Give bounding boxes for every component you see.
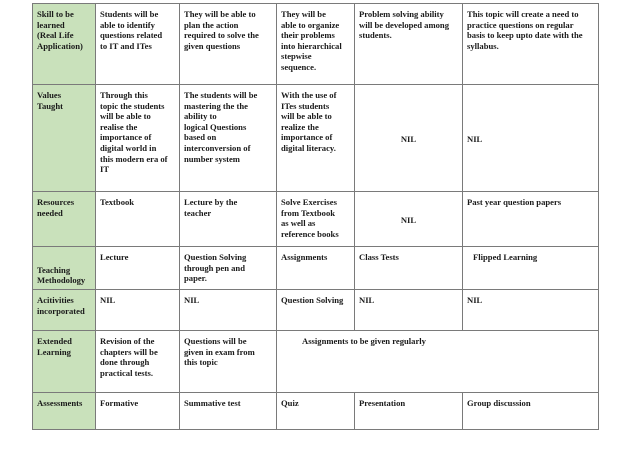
table-cell [463, 4, 599, 85]
cell-text: Problem solving ability will be developed among students. [359, 9, 449, 41]
table-cell [355, 393, 463, 430]
row-label-text: Skill to be learned (Real Life Application) [37, 9, 83, 51]
cell-text: Quiz [281, 398, 299, 408]
row-label-text: Extended Learning [37, 336, 72, 357]
cell-text: NIL [467, 133, 483, 144]
cell-text: Presentation [359, 398, 406, 408]
cell-text: They will be able to organize their problems into hierarchical stepwise sequence. [281, 9, 342, 72]
table-cell [277, 247, 355, 290]
cell-text: Formative [100, 398, 139, 408]
table-cell [180, 290, 277, 331]
table-cell [180, 247, 277, 290]
table-cell [180, 4, 277, 85]
table-cell [96, 290, 180, 331]
cell-text: Question Solving [281, 295, 344, 305]
cell-text: Group discussion [467, 398, 531, 408]
table-row [33, 85, 599, 192]
row-label-extended [33, 331, 96, 393]
cell-text: NIL [184, 295, 200, 305]
cell-text: They will be able to plan the action required to solve the given questions [184, 9, 259, 51]
table-cell [96, 247, 180, 290]
cell-text: NIL [400, 133, 417, 144]
table-row [33, 192, 599, 247]
table-row [33, 4, 599, 85]
row-label-text: Resources needed [37, 197, 75, 218]
table-cell [277, 4, 355, 85]
lesson-plan-table [32, 3, 599, 430]
row-label-values [33, 85, 96, 192]
table-cell [355, 290, 463, 331]
row-label-assessments [33, 393, 96, 430]
cell-text: Through this topic the students will be able to realise the importance of digital world in this modern era of IT [100, 90, 168, 175]
cell-text: Flipped Learning [473, 252, 538, 262]
cell-text: NIL [100, 295, 116, 305]
cell-text: Solve Exercises from Textbook as well as reference books [281, 197, 339, 239]
cell-text: NIL [467, 295, 483, 305]
cell-text: NIL [359, 295, 375, 305]
table-row [33, 331, 599, 393]
table-row [33, 290, 599, 331]
cell-text: Lecture [100, 252, 129, 262]
table-cell-merged [277, 331, 599, 393]
table-cell [463, 85, 599, 192]
cell-text: Question Solving through pen and paper. [184, 252, 247, 284]
table-cell [277, 290, 355, 331]
table-cell [463, 247, 599, 290]
cell-text: Lecture by the teacher [184, 197, 238, 218]
table-cell [180, 192, 277, 247]
row-label-skill [33, 4, 96, 85]
table-cell [355, 247, 463, 290]
cell-text: This topic will create a need to practice questions on regular basis to keep upto date with the syllabus. [467, 9, 583, 51]
table-cell [463, 393, 599, 430]
table-row [33, 247, 599, 290]
table-cell [355, 85, 463, 192]
cell-text: Revision of the chapters will be done through practical tests. [100, 336, 158, 378]
row-label-text: Teaching Methodology [37, 264, 86, 286]
table-cell [96, 331, 180, 393]
table-cell [96, 393, 180, 430]
cell-text: Class Tests [359, 252, 399, 262]
table-cell [277, 192, 355, 247]
cell-text: Assignments [281, 252, 328, 262]
table-cell [180, 85, 277, 192]
row-label-text: Assessments [37, 398, 83, 408]
table-row [33, 393, 599, 430]
cell-text: The students will be mastering the the ability to logical Questions based on interconversion of number system [184, 90, 258, 164]
cell-text: Questions will be given in exam from this topic [184, 336, 255, 368]
cell-text: NIL [400, 214, 417, 225]
row-label-activities [33, 290, 96, 331]
table-cell [180, 393, 277, 430]
cell-text: Textbook [100, 197, 135, 207]
table-cell [277, 85, 355, 192]
cell-text: With the use of ITes students will be able to realize the importance of digital literacy. [281, 90, 337, 153]
row-label-resources [33, 192, 96, 247]
cell-text: Assignments to be given regularly [302, 336, 426, 346]
row-label-text: Acitivities incorporated [37, 295, 85, 316]
cell-text: Students will be able to identify questions related to IT and ITes [100, 9, 163, 51]
table-cell [96, 85, 180, 192]
table-cell [355, 4, 463, 85]
table-cell [463, 290, 599, 331]
table-cell [96, 192, 180, 247]
table-cell [355, 192, 463, 247]
table-cell [277, 393, 355, 430]
cell-text: Past year question papers [467, 197, 562, 207]
table-cell [463, 192, 599, 247]
table-cell [180, 331, 277, 393]
cell-text: Summative test [184, 398, 241, 408]
row-label-methodology [33, 247, 96, 290]
table-cell [96, 4, 180, 85]
row-label-text: Values Taught [37, 90, 63, 111]
